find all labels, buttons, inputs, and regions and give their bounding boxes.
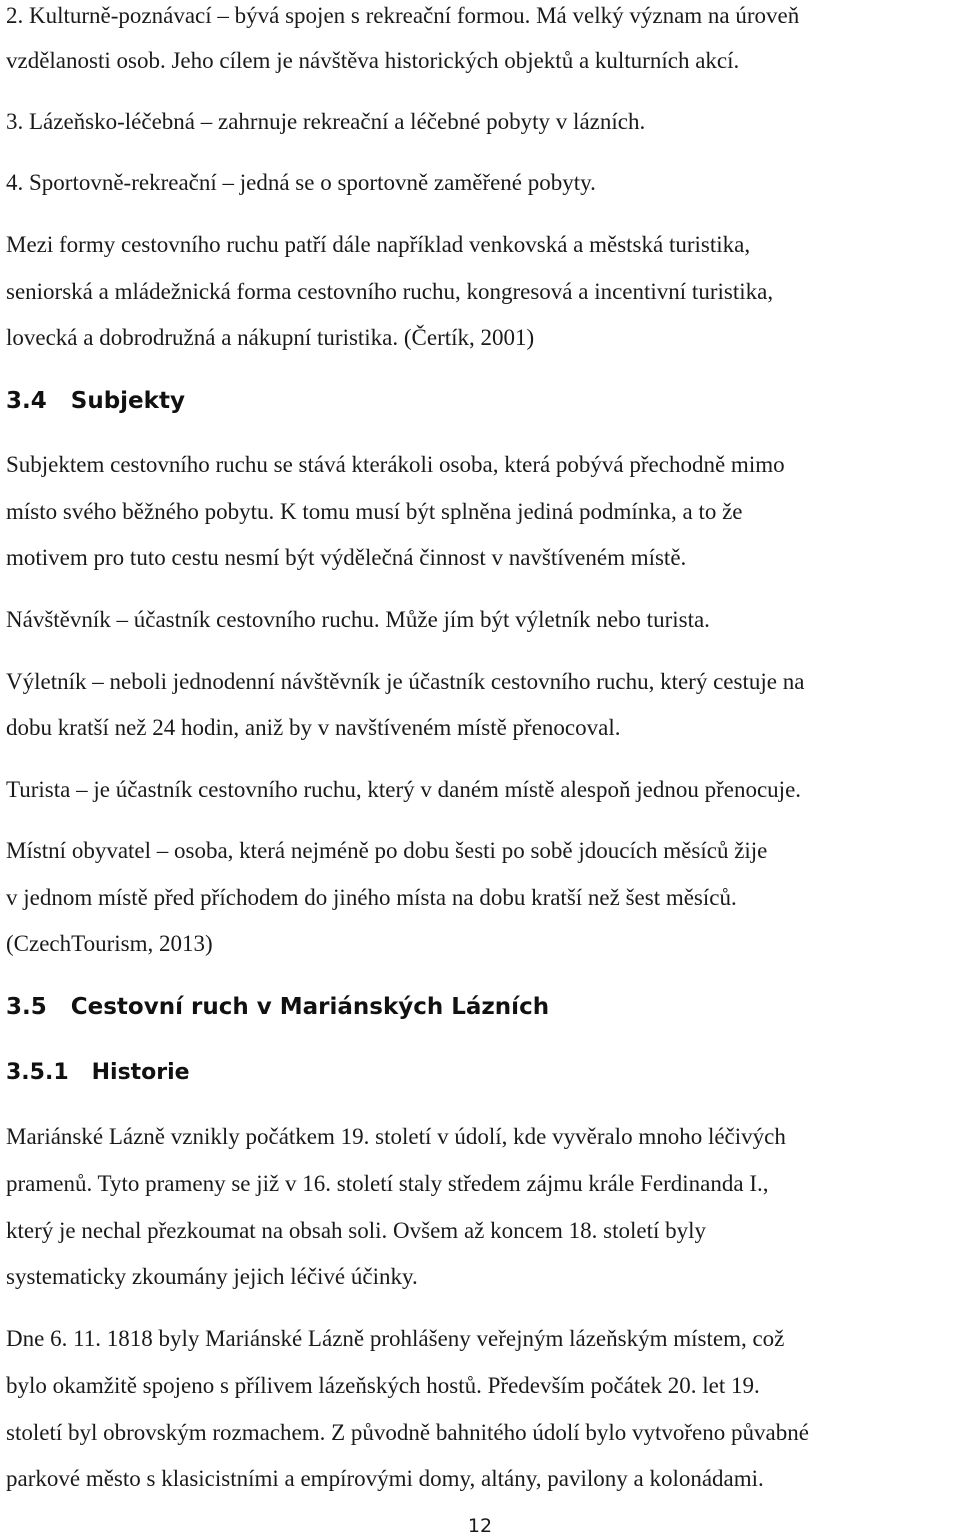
text-line: (CzechTourism, 2013) bbox=[6, 931, 213, 956]
text-line: 3. Lázeňsko-léčebná – zahrnuje rekreační a léčebné pobyty v lázních. bbox=[6, 109, 646, 134]
text-line: Návštěvník – účastník cestovního ruchu. Může jím být výletník nebo turista. bbox=[6, 607, 710, 632]
text-line: 2. Kulturně-poznávací – bývá spojen s rekreační formou. Má velký význam na úroveň bbox=[6, 3, 800, 28]
text-line: století byl obrovským rozmachem. Z původně bahnitého údolí bylo vytvořeno půvabné bbox=[6, 1420, 809, 1445]
section-heading-3-5: 3.5 Cestovní ruch v Mariánských Lázních bbox=[6, 994, 550, 1020]
text-line: místo svého běžného pobytu. K tomu musí být splněna jediná podmínka, a to že bbox=[6, 499, 743, 524]
text-line: Mariánské Lázně vznikly počátkem 19. století v údolí, kde vyvěralo mnoho léčivých bbox=[6, 1124, 786, 1149]
text-line: bylo okamžitě spojeno s přílivem lázeňských hostů. Především počátek 20. let 19. bbox=[6, 1373, 760, 1398]
page-number: 12 bbox=[467, 1515, 493, 1537]
text-line: systematicky zkoumány jejich léčivé účinky. bbox=[6, 1264, 418, 1289]
section-heading-3-4: 3.4 Subjekty bbox=[6, 388, 185, 414]
text-line: Místní obyvatel – osoba, která nejméně po dobu šesti po sobě jdoucích měsíců žije bbox=[6, 838, 768, 863]
text-line: Mezi formy cestovního ruchu patří dále například venkovská a městská turistika, bbox=[6, 232, 751, 257]
text-line: seniorská a mládežnická forma cestovního ruchu, kongresová a incentivní turistika, bbox=[6, 279, 774, 304]
text-line: v jednom místě před příchodem do jiného místa na dobu kratší než šest měsíců. bbox=[6, 885, 737, 910]
text-line: parkové město s klasicistními a empírovými domy, altány, pavilony a kolonádami. bbox=[6, 1466, 764, 1491]
text-line: lovecká a dobrodružná a nákupní turistika. (Čertík, 2001) bbox=[6, 325, 535, 350]
text-line: 4. Sportovně-rekreační – jedná se o sportovně zaměřené pobyty. bbox=[6, 170, 596, 195]
text-line: Výletník – neboli jednodenní návštěvník je účastník cestovního ruchu, který cestuje na bbox=[6, 669, 805, 694]
text-line: Dne 6. 11. 1818 byly Mariánské Lázně prohlášeny veřejným lázeňským místem, což bbox=[6, 1326, 785, 1351]
text-line: pramenů. Tyto prameny se již v 16. století staly středem zájmu krále Ferdinanda I., bbox=[6, 1171, 769, 1196]
text-line: dobu kratší než 24 hodin, aniž by v navštíveném místě přenocoval. bbox=[6, 715, 621, 740]
text-line: vzdělanosti osob. Jeho cílem je návštěva historických objektů a kulturních akcí. bbox=[6, 48, 740, 73]
text-line: který je nechal přezkoumat na obsah soli. Ovšem až koncem 18. století byly bbox=[6, 1218, 707, 1243]
text-line: Turista – je účastník cestovního ruchu, který v daném místě alespoň jednou přenocuje. bbox=[6, 777, 802, 802]
text-line: Subjektem cestovního ruchu se stává kterákoli osoba, která pobývá přechodně mimo bbox=[6, 452, 785, 477]
subsection-heading-3-5-1: 3.5.1 Historie bbox=[6, 1060, 190, 1085]
text-line: motivem pro tuto cestu nesmí být výdělečná činnost v navštíveném místě. bbox=[6, 545, 687, 570]
